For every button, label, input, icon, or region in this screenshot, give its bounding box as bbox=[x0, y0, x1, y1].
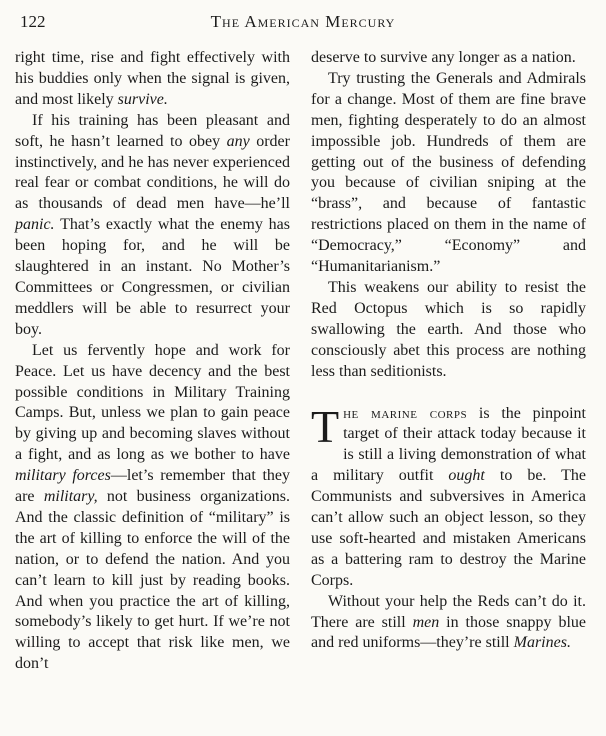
text-run: That’s exactly what the enemy has been hoping for, and he will be slaughtered in an instant. No Mother’s Committees or Congressmen, or civilian meddlers will be able to resurrect your boy. bbox=[15, 216, 290, 338]
text-run: Let us fervently hope and work for Peace. Let us have decency and the best possible conditions in Military Training Camps. But, unless we plan to gain peace by giving up and becoming slaves without a fight, and as long as we bother to have bbox=[15, 341, 290, 464]
paragraph bbox=[311, 400, 587, 592]
text-run: to be. The Communists and subversives in America can’t allow such an object lesson, so they use soft-hearted and mistaken Americans as a battering ram to destroy the Marine Corps. bbox=[311, 467, 587, 589]
text-run: is the pinpoint target of their attack today because it is still a living demonstration of what a military outfit bbox=[311, 404, 587, 485]
text-run: in those snappy blue and red uniforms—they’re still bbox=[311, 613, 587, 652]
left-column bbox=[15, 48, 290, 675]
drop-cap: T bbox=[311, 400, 340, 452]
text-run: If his training has been pleasant and soft, he hasn’t learned to obey bbox=[15, 111, 290, 150]
paragraph bbox=[15, 48, 290, 111]
text-run: right time, rise and fight effectively with his buddies only when the signal is given, and most likely bbox=[15, 49, 290, 108]
paragraph: This weakens our ability to resist the Red Octopus which is so rapidly swallowing the earth. And those who consciously abet this process are nothing less than seditionists. bbox=[311, 278, 586, 380]
text-run: not business organizations. And the classic definition of “military” is the art of killing to enforce the will of the nation, or to defend the nation. And you can’t learn to kill just by reading books. And when you practice the art of killing, somebody’s likely to get hurt. If we’re not willing to accept that risk like men, we don’t bbox=[15, 488, 291, 673]
paragraph bbox=[311, 592, 586, 655]
section-break bbox=[311, 383, 586, 404]
text-run: order instinctively, and he has never experienced real fear or combat conditions, he will do as thousands of dead men have—he’ll bbox=[15, 132, 290, 213]
paragraph bbox=[15, 341, 290, 676]
italic-text: any bbox=[226, 132, 250, 150]
italic-text: military forces bbox=[15, 467, 111, 485]
running-title: The American Mercury bbox=[210, 12, 396, 31]
italic-text: military, bbox=[43, 488, 98, 506]
italic-text: Marines. bbox=[513, 634, 571, 652]
italic-text: panic. bbox=[15, 216, 55, 234]
italic-text: ought bbox=[448, 467, 485, 485]
italic-text: survive. bbox=[117, 90, 168, 108]
paragraph: Try trusting the Generals and Admirals for a change. Most of them are fine brave men, fighting desperately to do an almost impossible job. Hundreds of them are getting out of the business of defending you because of civilian sniping at the “brass”, and because of fantastic restrictions placed on them in the name of “Democracy,” “Economy” and “Humanitarianism.” bbox=[311, 69, 586, 276]
page-header bbox=[20, 6, 586, 32]
text-run: Without your help the Reds can’t do it. There are still bbox=[311, 592, 586, 631]
paragraph bbox=[15, 111, 290, 341]
page-number: 122 bbox=[20, 12, 46, 31]
small-caps-lead: he marine corps bbox=[343, 404, 468, 422]
italic-text: men bbox=[412, 613, 440, 631]
text-run: —let’s remember that they are bbox=[15, 467, 291, 506]
paragraph: deserve to survive any longer as a nation. bbox=[311, 49, 576, 66]
right-column bbox=[311, 48, 586, 654]
